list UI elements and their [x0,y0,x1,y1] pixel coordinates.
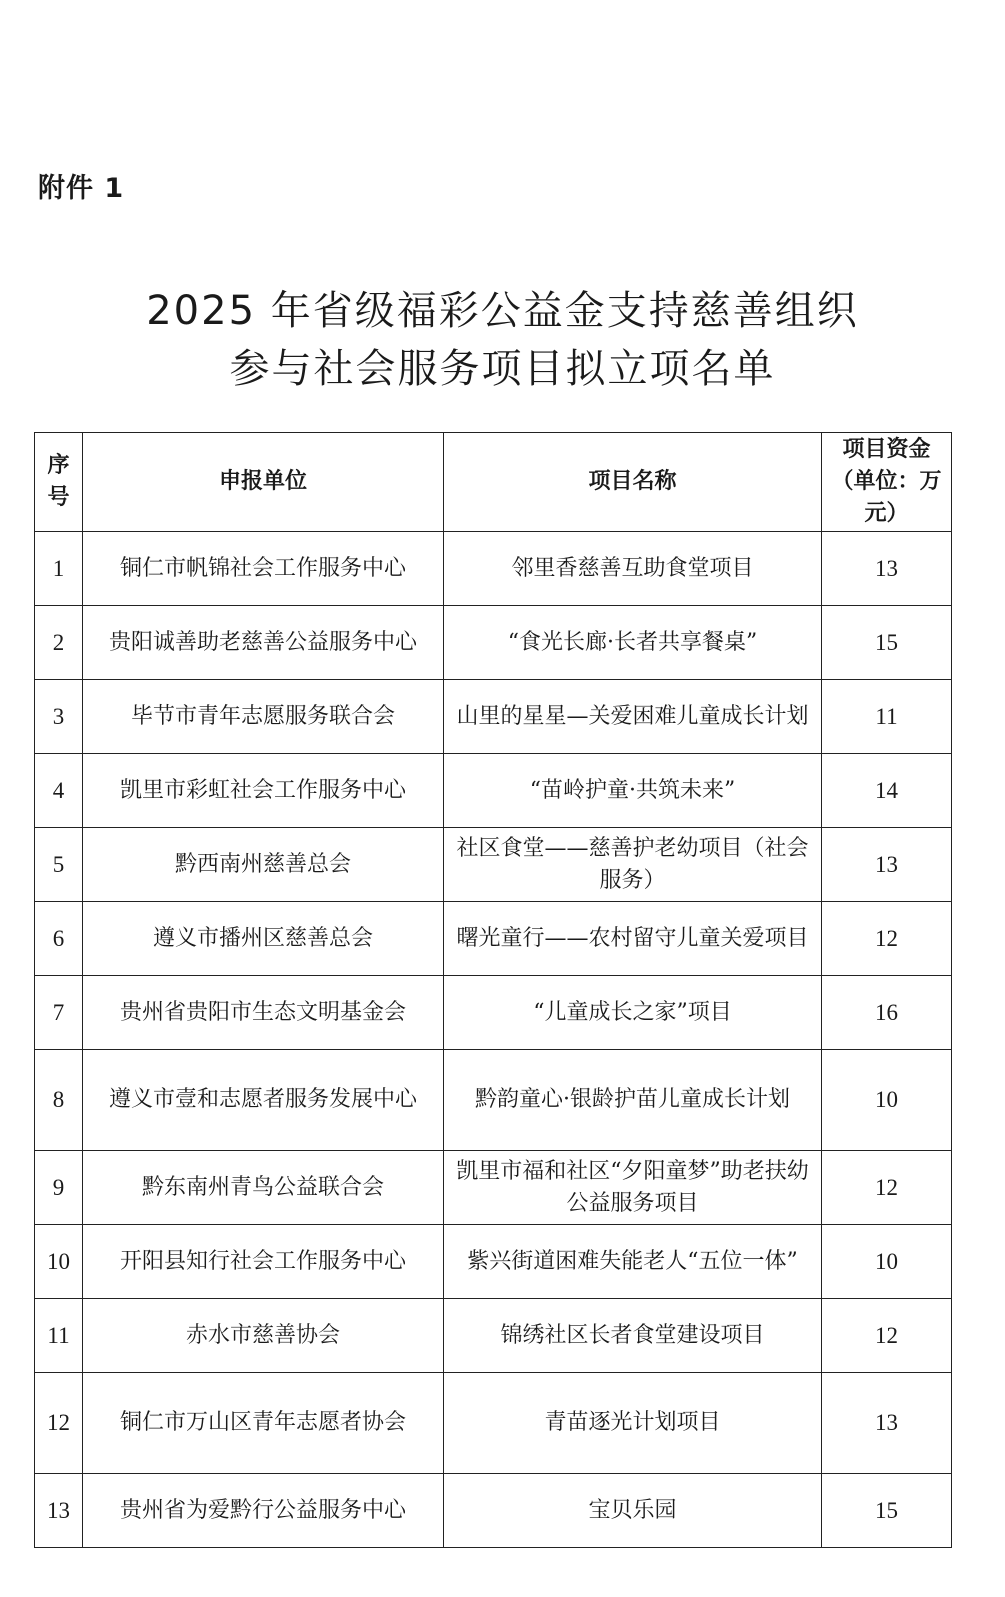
table-row [35,680,952,754]
project-list-table [34,432,952,1548]
attachment-label: 附件 1 [38,173,125,204]
header-project: 项目名称 [444,433,822,532]
row-applicant: 贵州省为爱黔行公益服务中心 [83,1474,444,1548]
table-row [35,902,952,976]
row-project: 凯里市福和社区“夕阳童梦”助老扶幼公益服务项目 [444,1151,822,1225]
table-row [35,1050,952,1151]
row-funding: 13 [822,1373,952,1474]
row-applicant: 赤水市慈善协会 [83,1299,444,1373]
row-applicant: 黔西南州慈善总会 [83,828,444,902]
row-applicant: 凯里市彩虹社会工作服务中心 [83,754,444,828]
table-row [35,532,952,606]
row-index: 5 [35,828,83,902]
row-index: 2 [35,606,83,680]
row-applicant: 贵阳诚善助老慈善公益服务中心 [83,606,444,680]
header-index: 序号 [35,433,83,532]
row-applicant: 遵义市播州区慈善总会 [83,902,444,976]
row-funding: 10 [822,1225,952,1299]
row-project: “儿童成长之家”项目 [444,976,822,1050]
row-funding: 12 [822,902,952,976]
row-index: 9 [35,1151,83,1225]
row-index: 4 [35,754,83,828]
row-index: 10 [35,1225,83,1299]
table-row [35,1225,952,1299]
row-funding: 12 [822,1151,952,1225]
row-index: 13 [35,1474,83,1548]
row-project: “食光长廊·长者共享餐桌” [444,606,822,680]
table-header-row [35,433,952,532]
row-project: 山里的星星—关爱困难儿童成长计划 [444,680,822,754]
row-applicant: 毕节市青年志愿服务联合会 [83,680,444,754]
row-index: 1 [35,532,83,606]
table-row [35,1151,952,1225]
row-applicant: 贵州省贵阳市生态文明基金会 [83,976,444,1050]
table-body [35,532,952,1548]
row-funding: 11 [822,680,952,754]
row-funding: 13 [822,828,952,902]
row-project: “苗岭护童·共筑未来” [444,754,822,828]
row-index: 7 [35,976,83,1050]
document-title [0,282,1005,398]
row-funding: 16 [822,976,952,1050]
row-funding: 13 [822,532,952,606]
row-funding: 15 [822,606,952,680]
table-row [35,828,952,902]
row-project: 宝贝乐园 [444,1474,822,1548]
row-project: 社区食堂——慈善护老幼项目（社会服务） [444,828,822,902]
table-row [35,1299,952,1373]
row-index: 8 [35,1050,83,1151]
row-funding: 14 [822,754,952,828]
table-row [35,754,952,828]
row-funding: 12 [822,1299,952,1373]
row-project: 锦绣社区长者食堂建设项目 [444,1299,822,1373]
row-index: 3 [35,680,83,754]
table-row [35,606,952,680]
row-index: 12 [35,1373,83,1474]
table-row [35,1373,952,1474]
row-applicant: 开阳县知行社会工作服务中心 [83,1225,444,1299]
row-project: 黔韵童心·银龄护苗儿童成长计划 [444,1050,822,1151]
row-applicant: 黔东南州青鸟公益联合会 [83,1151,444,1225]
title-line-1: 2025 年省级福彩公益金支持慈善组织 [146,288,859,334]
row-project: 紫兴街道困难失能老人“五位一体” [444,1225,822,1299]
header-funding: 项目资金（单位：万元） [822,433,952,532]
row-applicant: 遵义市壹和志愿者服务发展中心 [83,1050,444,1151]
table-row [35,976,952,1050]
row-project: 青苗逐光计划项目 [444,1373,822,1474]
header-applicant: 申报单位 [83,433,444,532]
row-applicant: 铜仁市万山区青年志愿者协会 [83,1373,444,1474]
table-row [35,1474,952,1548]
row-index: 6 [35,902,83,976]
row-funding: 15 [822,1474,952,1548]
row-project: 曙光童行——农村留守儿童关爱项目 [444,902,822,976]
title-line-2: 参与社会服务项目拟立项名单 [229,346,776,392]
row-index: 11 [35,1299,83,1373]
row-applicant: 铜仁市帆锦社会工作服务中心 [83,532,444,606]
row-funding: 10 [822,1050,952,1151]
row-project: 邻里香慈善互助食堂项目 [444,532,822,606]
